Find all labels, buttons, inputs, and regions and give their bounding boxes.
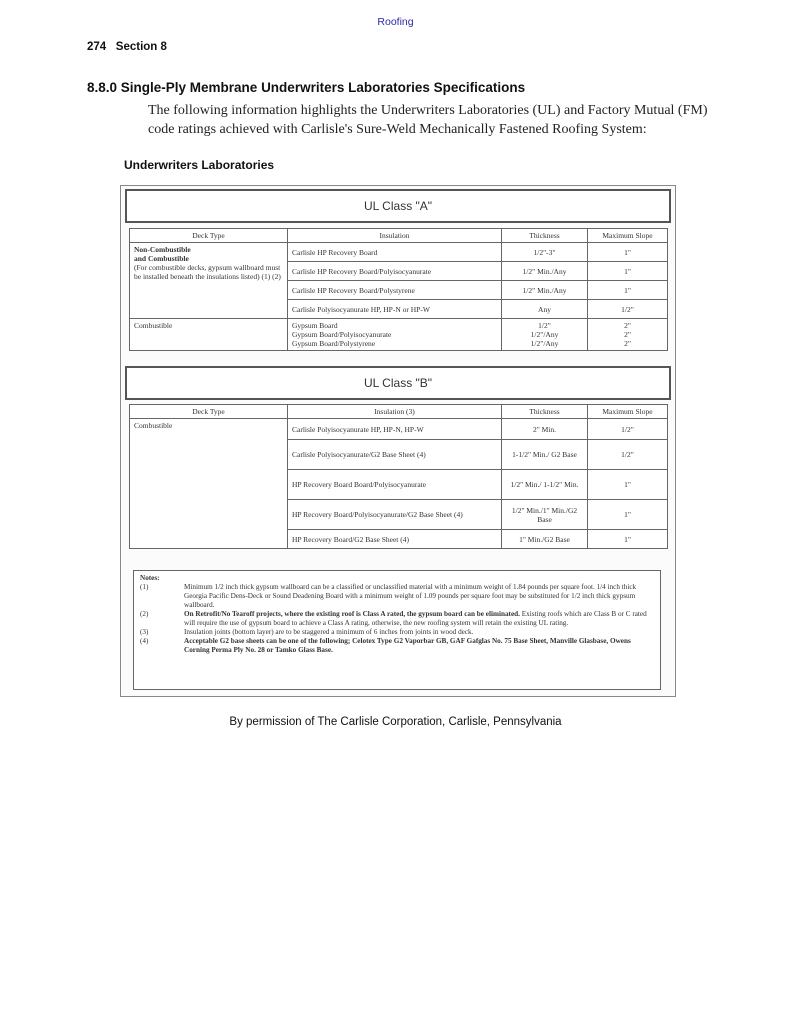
insulation-cell: HP Recovery Board/G2 Base Sheet (4) xyxy=(288,530,502,549)
table-row xyxy=(130,319,668,351)
thickness-cell: 1" Min./G2 Base xyxy=(502,530,588,549)
notes-title: Notes: xyxy=(140,574,160,582)
slope-line: 2" xyxy=(624,339,631,348)
thickness-cell: 1/2" Min./Any xyxy=(502,281,588,300)
thickness-cell: 1/2" Min./ 1-1/2" Min. xyxy=(502,470,588,500)
note-item xyxy=(140,628,654,637)
note-item xyxy=(140,610,654,628)
thickness-cell: Any xyxy=(502,300,588,319)
intro-paragraph: The following information highlights the Underwriters Laboratories (UL) and Factory Mutual (FM) code ratings achieved with Carlisle's Sure-Weld Mechanically Fastened Roofing System: xyxy=(148,103,708,137)
insulation-cell: HP Recovery Board/Polyisocyanurate/G2 Base Sheet (4) xyxy=(288,500,502,530)
column-header: Maximum Slope xyxy=(588,405,668,419)
insulation-cell: Carlisle HP Recovery Board xyxy=(288,243,502,262)
running-header-title: Roofing xyxy=(377,16,414,28)
subheading: Underwriters Laboratories xyxy=(124,158,275,172)
note-item xyxy=(140,637,654,655)
page-label xyxy=(87,41,167,53)
slope-cell: 1/2" xyxy=(588,419,668,440)
deck-type-note: (For combustible decks, gypsum wallboard must be installed beneath the insulations listed) (1) (2) xyxy=(134,263,281,281)
slope-cell: 1" xyxy=(588,530,668,549)
insulation-cell: HP Recovery Board Board/Polyisocyanurate xyxy=(288,470,502,500)
column-header: Maximum Slope xyxy=(588,229,668,243)
note-number: (2) xyxy=(140,610,149,618)
insulation-line: Gypsum Board xyxy=(292,321,338,330)
slope-cell: 1" xyxy=(588,243,668,262)
note-lead: Acceptable G2 base sheets can be one of the following; Celotex Type G2 Vaporbar GB, GAF Gafglas No. 75 Base Sheet, Manville Glasbase, Owens Corning Perma Ply No. 28 or Tamko Glass Base. xyxy=(184,637,631,654)
deck-type-label: Non-Combustible xyxy=(134,245,191,254)
thickness-cell xyxy=(502,319,588,351)
slope-cell: 1" xyxy=(588,281,668,300)
table-header-row xyxy=(130,229,668,243)
slope-cell: 1" xyxy=(588,262,668,281)
note-number: (3) xyxy=(140,628,149,636)
column-header: Insulation xyxy=(288,229,502,243)
deck-type-cell xyxy=(130,243,288,319)
table-row xyxy=(130,419,668,440)
insulation-cell: Carlisle Polyisocyanurate HP, HP-N, HP-W xyxy=(288,419,502,440)
note-lead: On Retrofit/No Tearoff projects, where the existing roof is Class A rated, the gypsum board can be eliminated. xyxy=(184,610,520,618)
class-b-table xyxy=(129,404,668,549)
column-header: Deck Type xyxy=(130,229,288,243)
table-header-row xyxy=(130,405,668,419)
column-header: Thickness xyxy=(502,405,588,419)
thickness-line: 1/2"/Any xyxy=(530,330,559,339)
section-heading: 8.8.0 Single-Ply Membrane Underwriters Laboratories Specifications xyxy=(87,80,526,95)
deck-type-label: and Combustible xyxy=(134,254,189,263)
class-a-title: UL Class "A" xyxy=(125,189,671,223)
thickness-cell: 1-1/2" Min./ G2 Base xyxy=(502,440,588,470)
insulation-cell: Carlisle HP Recovery Board/Polystyrene xyxy=(288,281,502,300)
insulation-cell: Carlisle Polyisocyanurate/G2 Base Sheet (4) xyxy=(288,440,502,470)
insulation-cell: Carlisle HP Recovery Board/Polyisocyanurate xyxy=(288,262,502,281)
note-item xyxy=(140,583,654,610)
deck-type-cell: Combustible xyxy=(130,419,288,549)
slope-line: 2" xyxy=(624,330,631,339)
slope-cell: 1" xyxy=(588,500,668,530)
deck-type-cell: Combustible xyxy=(130,319,288,351)
thickness-cell: 2" Min. xyxy=(502,419,588,440)
thickness-line: 1/2" xyxy=(538,321,551,330)
page-number: 274 xyxy=(87,41,107,53)
note-text: Insulation joints (bottom layer) are to be staggered a minimum of 6 inches from joints in wood deck. xyxy=(184,628,474,636)
section-label: Section 8 xyxy=(115,41,167,53)
note-number: (1) xyxy=(140,583,149,591)
insulation-cell xyxy=(288,319,502,351)
insulation-line: Gypsum Board/Polystyrene xyxy=(292,339,376,348)
notes-box xyxy=(133,570,661,690)
note-text: Minimum 1/2 inch thick gypsum wallboard can be a classified or unclassified material with a minimum weight of 1.84 pounds per square foot. 1/4 inch thick Georgia Pacific Dens-Deck or Sound Deadening Board with a minimum weight of 1.09 pounds per square foot may be substituted for 1/2 inch thick gypsum wallboard. xyxy=(184,583,637,609)
figure-caption: By permission of The Carlisle Corporation, Carlisle, Pennsylvania xyxy=(229,716,562,728)
slope-cell xyxy=(588,319,668,351)
ul-specifications-figure xyxy=(120,185,676,697)
table-row xyxy=(130,243,668,262)
thickness-line: 1/2"/Any xyxy=(530,339,559,348)
class-b-title: UL Class "B" xyxy=(125,366,671,400)
note-number: (4) xyxy=(140,637,149,645)
slope-cell: 1/2" xyxy=(588,440,668,470)
column-header: Deck Type xyxy=(130,405,288,419)
thickness-cell: 1/2" Min./Any xyxy=(502,262,588,281)
slope-cell: 1" xyxy=(588,470,668,500)
insulation-cell: Carlisle Polyisocyanurate HP, HP-N or HP-W xyxy=(288,300,502,319)
column-header: Thickness xyxy=(502,229,588,243)
note-body: Existing roofs which are Class B or C rated will require the use of gypsum board to achieve a Class A rating, otherwise, the new roofing system will retain the existing UL rating. xyxy=(184,610,647,627)
slope-line: 2" xyxy=(624,321,631,330)
note-text xyxy=(184,637,654,655)
insulation-line: Gypsum Board/Polyisocyanurate xyxy=(292,330,392,339)
column-header: Insulation (3) xyxy=(288,405,502,419)
thickness-cell: 1/2" Min./1" Min./G2 Base xyxy=(502,500,588,530)
class-a-table xyxy=(129,228,668,351)
note-text xyxy=(184,610,654,628)
slope-cell: 1/2" xyxy=(588,300,668,319)
thickness-cell: 1/2"-3" xyxy=(502,243,588,262)
